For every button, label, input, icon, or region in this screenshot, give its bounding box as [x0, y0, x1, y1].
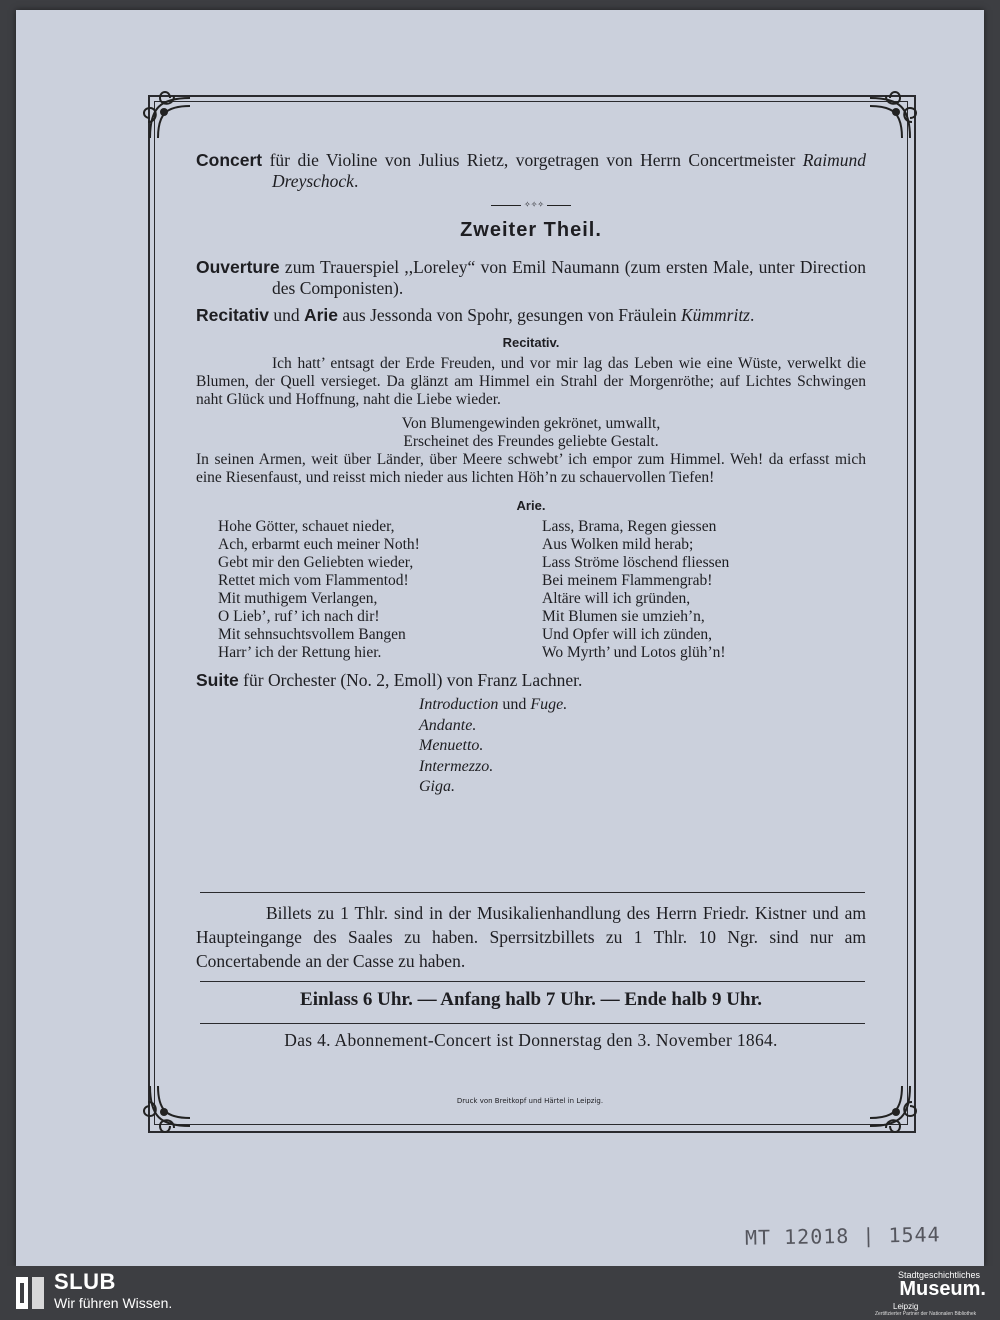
museum-city: Leipzig: [893, 1302, 919, 1311]
ouverture-label: Ouverture: [196, 257, 280, 277]
arie-verses: [218, 518, 866, 662]
rule-divider: [200, 981, 865, 982]
slub-tagline: Wir führen Wissen.: [54, 1295, 173, 1311]
arie-line: Harr’ ich der Rettung hier.: [218, 644, 382, 661]
concert-end: .: [353, 171, 359, 191]
concert-performer: Raimund Dreyschock: [272, 150, 866, 191]
arie-title: Arie.: [516, 498, 546, 513]
museum-subtitle: Stadtgeschichtliches: [897, 1270, 980, 1280]
slub-name[interactable]: SLUB: [54, 1269, 116, 1294]
movement-joiner: und: [498, 696, 531, 713]
billets-info: Billets zu 1 Thlr. sind in der Musikalienhandlung des Herrn Friedr. Kistner und am Haupteingange des Saales zu haben. Sperrsitzbillets zu 1 Thlr. 10 Ngr. sind nur am Concertabende an der Casse zu haben.: [196, 903, 866, 971]
recitativ-mid: und: [268, 305, 304, 325]
arie-line: Aus Wolken mild herab;: [542, 536, 694, 553]
arie-line: Altäre will ich gründen,: [542, 590, 691, 607]
concert-label: Concert: [196, 150, 263, 170]
suite-label: Suite: [196, 670, 239, 690]
movement-name: Introduction: [419, 696, 499, 713]
arie-line: Mit muthigem Verlangen,: [218, 590, 378, 607]
recitativ-title: Recitativ.: [502, 335, 560, 350]
divider-ornament-icon: ✧✧✧: [521, 201, 547, 209]
arie-line: Hohe Götter, schauet nieder,: [218, 518, 395, 535]
recitativ-end: .: [750, 305, 755, 325]
corner-ornament-bottom-left: [140, 1076, 200, 1136]
arie-line: Und Opfer will ich zünden,: [542, 626, 713, 643]
corner-ornament-top-left: [140, 88, 200, 148]
shelfmark-handwritten: MT 12018 | 1544: [744, 1222, 941, 1250]
section-divider: [491, 200, 571, 209]
corner-ornament-top-right: [860, 88, 920, 148]
arie-line: Lass, Brama, Regen giessen: [542, 518, 717, 535]
recitativ-entry: [196, 305, 866, 326]
arie-line: Gebt mir den Geliebten wieder,: [218, 554, 414, 571]
recitativ-verse-1: Von Blumengewinden gekrönet, umwallt,: [401, 415, 661, 432]
suite-movement: Andante.: [419, 716, 477, 734]
part-heading: Zweiter Theil.: [460, 219, 602, 241]
recitativ-verse-2: Erscheinet des Freundes geliebte Gestalt.: [403, 433, 659, 450]
suite-entry: [196, 670, 866, 691]
suite-movement: [419, 695, 866, 716]
recitativ-singer: Kümmritz: [680, 305, 750, 325]
admission-times: Einlass 6 Uhr. — Anfang halb 7 Uhr. — Ende halb 9 Uhr.: [300, 989, 762, 1010]
program-content: [196, 150, 866, 798]
arie-left-column: [218, 518, 542, 662]
suite-text: für Orchester (No. 2, Emoll) von Franz Lachner.: [238, 670, 583, 690]
rule-divider: [200, 1023, 865, 1024]
arie-line: Mit Blumen sie umzieh’n,: [542, 608, 705, 625]
concert-text: für die Violine von Julius Rietz, vorgetragen von Herrn Concertmeister: [262, 150, 803, 170]
suite-movement: Menuetto.: [419, 737, 484, 754]
ouverture-text: zum Trauerspiel ,,Loreley“ von Emil Naumann (zum ersten Male, unter Direction des Componisten).: [272, 257, 866, 298]
recitativ-label: Recitativ: [196, 305, 269, 325]
museum-partner-note: Zertifizierter Partner der Nationalen Bibliothek: [875, 1311, 977, 1317]
arie-right-column: [542, 518, 866, 662]
suite-movement: Intermezzo.: [419, 757, 494, 775]
suite-movements: [419, 695, 866, 798]
suite-movement: Giga.: [419, 778, 455, 795]
slub-logo-icon: [14, 1273, 46, 1313]
concert-entry: [196, 150, 866, 192]
museum-logo[interactable]: Museum.: [899, 1278, 986, 1300]
arie-line: O Lieb’, ruf’ ich nach dir!: [218, 608, 380, 625]
recitativ-text-block-2: In seinen Armen, weit über Länder, über Meere schwebt’ ich empor zum Himmel. Weh! da erfasst mich eine Riesenfaust, und reisst mich nieder aus lichten Höh’n zu schauervollen Tiefen!: [196, 451, 866, 486]
arie-line: Wo Myrth’ und Lotos glüh’n!: [542, 644, 726, 661]
arie-line: Mit sehnsuchtsvollem Bangen: [218, 626, 406, 643]
recitativ-text: aus Jessonda von Spohr, gesungen von Fräulein: [338, 305, 681, 325]
arie-line: Lass Ströme löschend fliessen: [542, 554, 730, 571]
rule-divider: [200, 892, 865, 893]
ouverture-entry: [196, 257, 866, 299]
next-concert-notice: Das 4. Abonnement-Concert ist Donnerstag den 3. November 1864.: [284, 1030, 778, 1050]
recitativ-text-block: Ich hatt’ entsagt der Erde Freuden, und vor mir lag das Leben wie eine Wüste, verwelkt die Blumen, der Quell versieget. Da glänzt am Himmel ein Strahl der Morgenröthe; auf Lichtes Schwingen naht Glück und Hoffnung, naht die Liebe wieder.: [196, 355, 866, 408]
arie-label: Arie: [303, 305, 338, 325]
arie-line: Ach, erbarmt euch meiner Noth!: [218, 536, 420, 553]
arie-line: Rettet mich vom Flammentod!: [218, 572, 409, 589]
printer-imprint: Druck von Breitkopf und Härtel in Leipzig.: [456, 1097, 604, 1105]
viewer-footer: [0, 1266, 1000, 1320]
arie-line: Bei meinem Flammengrab!: [542, 572, 713, 589]
corner-ornament-bottom-right: [860, 1076, 920, 1136]
movement-name: Fuge.: [530, 696, 568, 713]
